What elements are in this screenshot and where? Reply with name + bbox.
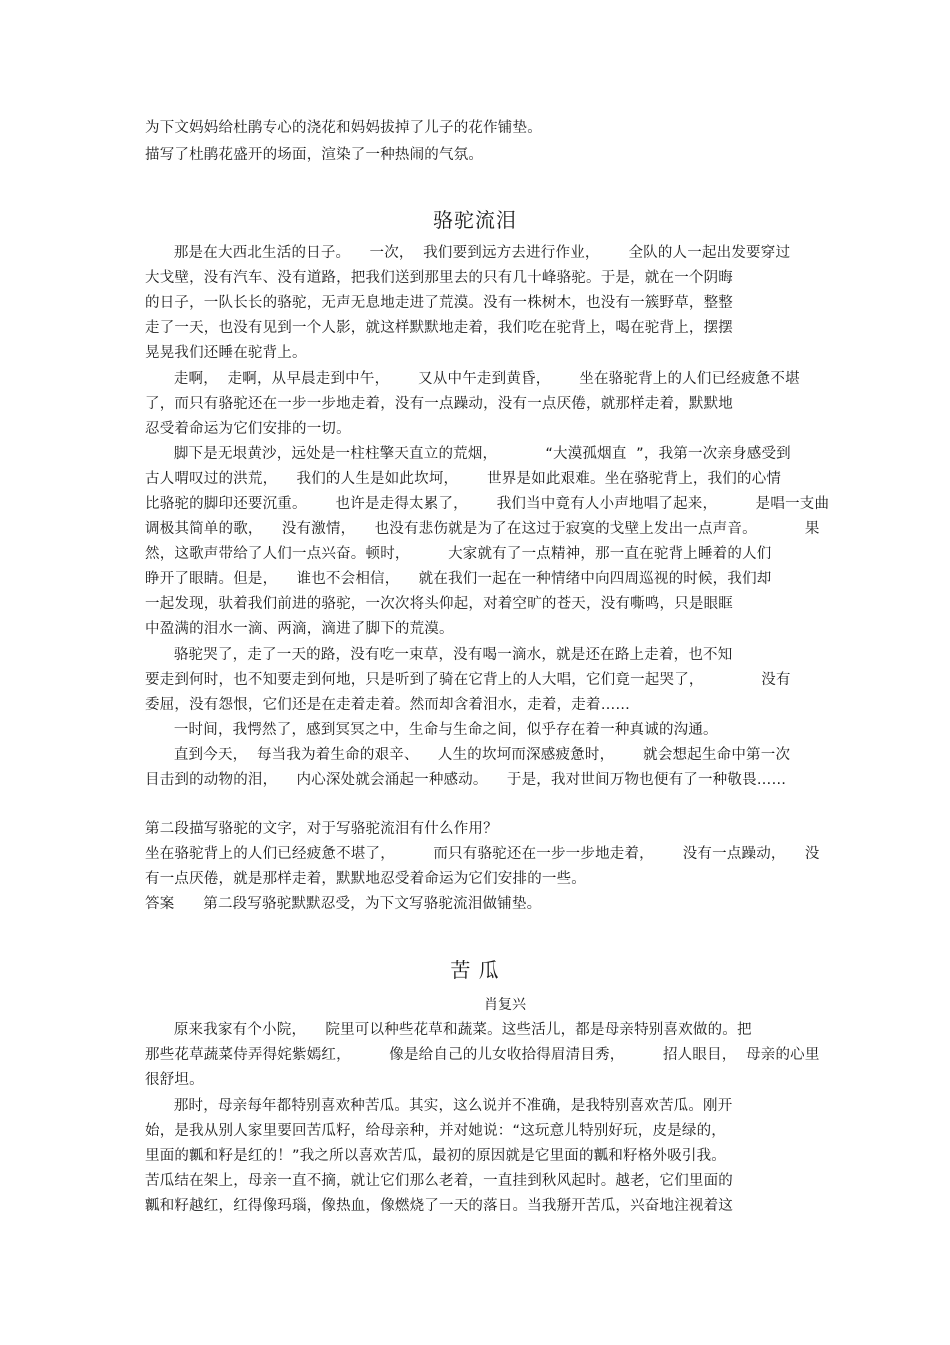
text-line: 委屈，没有怨恨，它们还是在走着走着。然而却含着泪水，走着，走着…… (145, 697, 631, 713)
text-line: 一起发现，驮着我们前进的骆驼，一次次将头仰起，对着空旷的苍天，没有嘶鸣，只是眼眶 (145, 596, 733, 612)
text-line: 那些花草蔬菜侍弄得姹紫嫣红， 像是给自己的儿女收拾得眉清目秀， 招人眼目， 母亲的心里 (145, 1047, 820, 1063)
text-line: 那是在大西北生活的日子。 一次， 我们要到远方去进行作业， 全队的人一起出发要穿过 (145, 245, 791, 261)
text-line: 睁开了眼睛。但是， 谁也不会相信， 就在我们一起在一种情绪中向四周巡视的时候，我们却 (145, 571, 772, 587)
text-line: 的日子，一队长长的骆驼，无声无息地走进了荒漠。没有一株树木，也没有一簇野草，整整 (145, 295, 733, 311)
intro-line: 描写了杜鹃花盛开的场面，渲染了一种热闹的气氛。 (145, 147, 484, 163)
text-line: 走啊， 走啊，从早晨走到中午， 又从中午走到黄昏， 坐在骆驼背上的人们已经疲惫不堪 (145, 371, 800, 387)
text-line: 然，这歌声带给了人们一点兴奋。顿时， 大家就有了一点精神，那一直在驼背上睡着的人们 (145, 546, 772, 562)
answer-line: 坐在骆驼背上的人们已经疲惫不堪了， 而只有骆驼还在一步一步地走着， 没有一点躁动， 没 (145, 846, 820, 862)
text-line: 那时，母亲每年都特别喜欢种苦瓜。其实，这么说并不准确，是我特别喜欢苦瓜。刚开 (145, 1098, 733, 1114)
text-line: 直到今天， 每当我为着生命的艰辛、 人生的坎坷而深感疲惫时， 就会想起生命中第一次 (145, 747, 791, 763)
answer-line: 有一点厌倦，就是那样走着，默默地忍受着命运为它们安排的一些。 (145, 871, 586, 887)
text-line: 脚下是无垠黄沙，远处是一柱柱擎天直立的荒烟， “大漠孤烟直 ”，我第一次亲身感受到 (145, 446, 791, 462)
author-name: 肖复兴 (484, 997, 526, 1013)
text-line: 骆驼哭了，走了一天的路，没有吃一束草，没有喝一滴水，就是还在路上走着，也不知 (145, 647, 733, 663)
text-line: 目击到的动物的泪， 内心深处就会涌起一种感动。 于是，我对世间万物也便有了一种敬畏…… (145, 772, 787, 788)
story-title: 骆驼流泪 (433, 208, 517, 232)
text-line: 里面的瓤和籽是红的！”我之所以喜欢苦瓜，最初的原因就是它里面的瓤和籽格外吸引我。 (145, 1148, 727, 1164)
text-line: 大戈壁，没有汽车、没有道路，把我们送到那里去的只有几十峰骆驼。于是，就在一个阴晦 (145, 270, 733, 286)
text-line: 了，而只有骆驼还在一步一步地走着，没有一点躁动，没有一点厌倦，就那样走着，默默地 (145, 396, 733, 412)
text-line: 比骆驼的脚印还要沉重。 也许是走得太累了， 我们当中竟有人小声地唱了起来， 是唱一支曲 (145, 496, 830, 512)
story-title: 苦 瓜 (450, 958, 500, 982)
text-line: 古人喟叹过的洪荒， 我们的人生是如此坎坷， 世界是如此艰难。坐在骆驼背上，我们的心情 (145, 471, 782, 487)
intro-line: 为下文妈妈给杜鹃专心的浇花和妈妈拔掉了儿子的花作铺垫。 (145, 120, 542, 136)
text-line: 很舒坦。 (145, 1072, 204, 1088)
text-line: 晃晃我们还睡在驼背上。 (145, 345, 307, 361)
text-line: 忍受着命运为它们安排的一切。 (145, 421, 351, 437)
text-line: 要走到何时，也不知要走到何地，只是听到了骑在它背上的人大唱，它们竟一起哭了， 没有 (145, 672, 791, 688)
text-line: 瓤和籽越红，红得像玛瑙，像热血，像燃烧了一天的落日。当我掰开苦瓜，兴奋地注视着这 (145, 1198, 733, 1214)
text-line: 一时间，我愕然了，感到冥冥之中，生命与生命之间，似乎存在着一种真诚的沟通。 (145, 722, 718, 738)
answer-line: 答案 第二段写骆驼默默忍受，为下文写骆驼流泪做铺垫。 (145, 896, 542, 912)
text-line: 始，是我从别人家里要回苦瓜籽，给母亲种，并对她说：“这玩意儿特别好玩，皮是绿的， (145, 1123, 727, 1139)
text-line: 苦瓜结在架上，母亲一直不摘，就让它们那么老着，一直挂到秋风起时。越老，它们里面的 (145, 1173, 733, 1189)
question-line: 第二段描写骆驼的文字，对于写骆驼流泪有什么作用？ (145, 821, 498, 837)
text-line: 调极其简单的歌， 没有激情， 也没有悲伤就是为了在这过于寂寞的戈壁上发出一点声音。 果 (145, 521, 820, 537)
text-line: 中盈满的泪水一滴、两滴，滴进了脚下的荒漠。 (145, 621, 454, 637)
text-line: 原来我家有个小院， 院里可以种些花草和蔬菜。这些活儿，都是母亲特别喜欢做的。把 (145, 1022, 752, 1038)
text-line: 走了一天，也没有见到一个人影，就这样默默地走着，我们吃在驼背上，喝在驼背上，摆摆 (145, 320, 733, 336)
